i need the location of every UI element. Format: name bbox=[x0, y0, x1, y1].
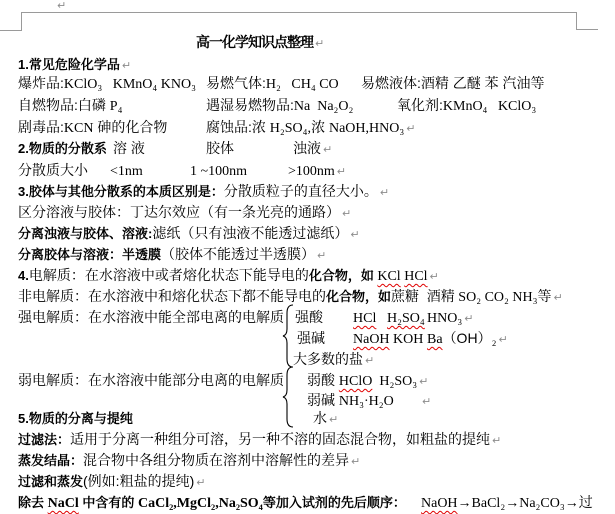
text-segment: 剧毒品: bbox=[18, 119, 64, 135]
text-segment: KClO₃ KMnO₄ KNO₃ bbox=[63, 77, 196, 92]
pilcrow-mark: ↵ bbox=[365, 354, 375, 367]
text-segment: ₂ bbox=[491, 332, 497, 347]
text-segment: 蔗糖 酒精 bbox=[391, 288, 455, 304]
text-line bbox=[0, 245, 615, 265]
text-segment: 1.常见危险化学品 bbox=[18, 57, 120, 72]
text-segment: NH₃·H₂O bbox=[338, 394, 394, 409]
text-segment: SO₂ CO₂ NH₃ bbox=[454, 290, 538, 305]
text-line bbox=[0, 451, 615, 471]
pilcrow-mark: ↵ bbox=[351, 455, 361, 468]
text-segment: 强酸 bbox=[295, 309, 323, 325]
text-segment: 水 bbox=[313, 410, 327, 426]
pilcrow-mark: ↵ bbox=[57, 0, 67, 12]
pilcrow-mark: ↵ bbox=[498, 333, 508, 346]
text-group bbox=[427, 329, 508, 349]
text-group bbox=[18, 74, 196, 94]
text-segment: 1 ~100nm bbox=[190, 164, 247, 179]
text-group bbox=[18, 245, 326, 265]
text-segment: 弱碱 bbox=[307, 392, 339, 408]
text-segment: 化合物，如 bbox=[326, 289, 392, 304]
text-group bbox=[307, 371, 428, 391]
text-line bbox=[0, 329, 615, 349]
pilcrow-mark: ↵ bbox=[422, 395, 432, 408]
pilcrow-mark: ↵ bbox=[553, 291, 563, 304]
text-segment: NaOH,HNO₃ bbox=[328, 121, 405, 136]
text-segment: 易燃液体:酒精 乙醚 苯 汽油等 bbox=[361, 75, 545, 91]
text-line bbox=[0, 430, 615, 450]
text-segment: 5.物质的分离与提纯 bbox=[18, 411, 133, 426]
text-segment: 腐蚀品:浓 bbox=[206, 119, 270, 135]
text-segment: 混合物中各组分物质在溶剂中溶解性的差异 bbox=[83, 452, 350, 468]
text-segment: 高一化学知识点整理 bbox=[196, 34, 313, 50]
text-segment: CaCl₂,MgCl₂,Na₂SO₄ bbox=[137, 496, 263, 511]
text-group bbox=[18, 55, 131, 75]
text-group bbox=[387, 308, 425, 328]
pilcrow-mark: ↵ bbox=[379, 186, 390, 199]
text-group bbox=[288, 161, 346, 181]
text-segment: 分散质粒子的直径大小。 bbox=[223, 183, 378, 199]
text-segment: KOH bbox=[393, 332, 424, 347]
text-line bbox=[0, 391, 615, 411]
text-segment: 分散质大小 bbox=[18, 162, 88, 178]
text-group bbox=[18, 182, 389, 202]
text-boundary-right-step bbox=[576, 29, 598, 30]
text-line bbox=[0, 118, 615, 138]
text-segment: <1nm bbox=[110, 164, 143, 179]
text-segment: 浊液 bbox=[293, 140, 321, 156]
text-line bbox=[0, 371, 615, 391]
text-segment: NaOH bbox=[421, 496, 458, 511]
text-group bbox=[18, 203, 351, 223]
text-segment: H₂ CH₄ CO bbox=[265, 77, 339, 92]
text-segment: 弱电解质：在水溶液中能部分电离的电解质 bbox=[18, 372, 284, 388]
text-segment: 非电解质：在水溶液中和熔化状态下都不能导电的 bbox=[18, 288, 326, 304]
text-group bbox=[297, 329, 325, 348]
text-group bbox=[353, 308, 376, 328]
text-segment: 氧化剂: bbox=[397, 97, 443, 113]
text-segment: Na₂CO₃ bbox=[519, 496, 565, 511]
text-segment: H₂SO₃ bbox=[372, 374, 418, 389]
pilcrow-mark: ↵ bbox=[317, 249, 327, 262]
text-segment: 强电解质：在水溶液中能全部电离的电解质 bbox=[18, 309, 284, 325]
text-group bbox=[293, 350, 374, 370]
text-line bbox=[0, 0, 615, 15]
text-line bbox=[0, 33, 615, 53]
text-segment: 适用于分离一种组分可溶，另一种不溶的固态混合物，如粗盐的提纯 bbox=[70, 431, 491, 447]
pilcrow-mark: ↵ bbox=[406, 122, 416, 135]
text-segment: NaOH bbox=[353, 332, 390, 347]
pilcrow-mark: ↵ bbox=[329, 413, 339, 426]
text-segment: 溶 液 bbox=[113, 140, 145, 156]
text-line bbox=[0, 96, 615, 116]
text-group bbox=[190, 161, 247, 181]
text-group bbox=[206, 139, 234, 158]
text-segment: 弱酸 bbox=[307, 372, 339, 388]
text-group bbox=[18, 266, 439, 286]
text-segment: 强碱 bbox=[297, 330, 325, 346]
text-segment: KMnO₄ KClO₃ bbox=[442, 99, 537, 114]
text-line bbox=[0, 182, 615, 202]
text-group bbox=[18, 139, 107, 158]
text-group bbox=[18, 451, 360, 471]
text-segment: BaCl₂ bbox=[471, 496, 506, 511]
text-line bbox=[0, 161, 615, 181]
text-line bbox=[0, 493, 615, 513]
text-group bbox=[313, 409, 338, 429]
text-group bbox=[18, 118, 167, 138]
text-segment: HClO bbox=[338, 374, 373, 389]
text-segment: 易燃气体: bbox=[206, 75, 266, 91]
text-group bbox=[293, 139, 332, 159]
text-segment: 砷的化合物 bbox=[93, 119, 168, 135]
text-group bbox=[393, 329, 423, 349]
text-segment: 区分溶液与胶体：丁达尔效应（有一条光亮的通路） bbox=[18, 204, 340, 220]
text-line bbox=[0, 350, 615, 370]
text-line bbox=[0, 224, 615, 244]
text-segment: 分离浊液与胶体、溶液: bbox=[18, 226, 153, 241]
text-group bbox=[18, 287, 563, 307]
text-line bbox=[0, 409, 615, 429]
text-segment: （OH） bbox=[442, 330, 492, 346]
text-group bbox=[18, 308, 284, 327]
text-segment: 爆炸品: bbox=[18, 75, 64, 91]
text-segment: 除去 bbox=[18, 495, 48, 510]
text-group bbox=[18, 493, 406, 513]
text-group bbox=[206, 118, 415, 138]
text-segment: 过滤和蒸发 bbox=[18, 474, 84, 489]
pilcrow-mark: ↵ bbox=[429, 270, 439, 283]
pilcrow-mark: ↵ bbox=[464, 312, 474, 325]
text-segment: 电解质：在水溶液中或者熔化状态下能导电的 bbox=[28, 267, 309, 283]
pilcrow-mark: ↵ bbox=[342, 207, 352, 220]
text-segment: HCl bbox=[353, 311, 377, 326]
text-group bbox=[196, 33, 324, 53]
text-group bbox=[427, 308, 473, 328]
pilcrow-mark: ↵ bbox=[419, 375, 429, 388]
text-segment: 2.物质的分散系 bbox=[18, 141, 107, 156]
text-segment: 自燃物品:白磷 bbox=[18, 97, 110, 113]
text-line bbox=[0, 74, 615, 94]
text-segment: 等 bbox=[537, 288, 552, 304]
text-segment: (例如:粗盐的提纯) bbox=[83, 473, 195, 489]
text-group bbox=[361, 74, 545, 93]
pilcrow-mark: ↵ bbox=[315, 37, 325, 50]
text-group bbox=[18, 161, 88, 180]
text-segment: 蒸发结晶： bbox=[18, 453, 84, 468]
pilcrow-mark: ↵ bbox=[323, 143, 333, 156]
text-group bbox=[353, 329, 390, 349]
text-segment: 分离胶体与溶液：半透膜 bbox=[18, 247, 162, 262]
text-group bbox=[18, 96, 122, 116]
text-segment: 过滤法： bbox=[18, 432, 71, 447]
text-segment: Na Na₂O₂ bbox=[293, 99, 354, 114]
text-group bbox=[113, 139, 145, 158]
text-segment: HNO₃ bbox=[427, 311, 463, 326]
text-line bbox=[0, 287, 615, 307]
pilcrow-mark: ↵ bbox=[196, 476, 206, 489]
pilcrow-mark: ↵ bbox=[350, 228, 360, 241]
text-segment: 中含有的 bbox=[78, 495, 138, 510]
text-segment: 化合物，如 bbox=[308, 268, 374, 283]
text-boundary-left-step bbox=[0, 30, 22, 31]
text-group bbox=[55, 0, 66, 15]
text-segment: NaCl bbox=[47, 496, 79, 511]
text-segment: KCl bbox=[377, 269, 401, 284]
text-group bbox=[206, 96, 353, 116]
text-segment: H₂SO₄ bbox=[387, 311, 425, 326]
text-segment: Ba bbox=[427, 332, 443, 347]
pilcrow-mark: ↵ bbox=[336, 165, 347, 178]
text-segment: 滤纸（只有浊液不能透过滤纸） bbox=[152, 225, 349, 241]
text-segment: 浓 bbox=[311, 119, 329, 135]
text-segment: 胶体 bbox=[206, 140, 234, 156]
text-segment: → bbox=[457, 494, 472, 510]
text-group bbox=[18, 371, 284, 390]
text-group bbox=[397, 96, 536, 116]
text-segment: → bbox=[564, 494, 579, 510]
pilcrow-mark: ↵ bbox=[121, 59, 132, 72]
text-segment: >100nm bbox=[288, 164, 335, 179]
text-segment: 3.胶体与其他分散系的本质区别是： bbox=[18, 184, 224, 199]
text-group bbox=[18, 472, 205, 492]
text-group bbox=[110, 161, 143, 181]
text-segment: 等加入试剂的先后顺序： bbox=[262, 495, 406, 510]
text-line bbox=[0, 472, 615, 492]
text-line bbox=[0, 139, 615, 159]
text-segment: 遇湿易燃物品: bbox=[206, 97, 294, 113]
text-line bbox=[0, 55, 615, 75]
pilcrow-mark: ↵ bbox=[492, 434, 502, 447]
text-group bbox=[421, 493, 593, 513]
text-group bbox=[295, 308, 323, 327]
text-segment: H₂SO₄, bbox=[269, 121, 312, 136]
text-group bbox=[18, 224, 360, 244]
text-group bbox=[18, 430, 501, 450]
text-group bbox=[206, 74, 339, 94]
text-segment: → bbox=[505, 494, 520, 510]
text-segment: （胶体不能透过半透膜） bbox=[161, 246, 316, 262]
text-segment: P₄ bbox=[109, 99, 123, 114]
text-line bbox=[0, 266, 615, 286]
text-line bbox=[0, 308, 615, 328]
text-group bbox=[420, 391, 431, 411]
text-segment: HCl bbox=[404, 269, 428, 284]
text-line bbox=[0, 203, 615, 223]
text-segment: 4. bbox=[18, 268, 29, 283]
text-segment: KCN bbox=[63, 121, 94, 136]
text-segment: 过 bbox=[578, 494, 593, 510]
text-group bbox=[18, 409, 133, 428]
text-segment: 大多数的盐 bbox=[293, 351, 363, 367]
text-group bbox=[307, 391, 394, 411]
